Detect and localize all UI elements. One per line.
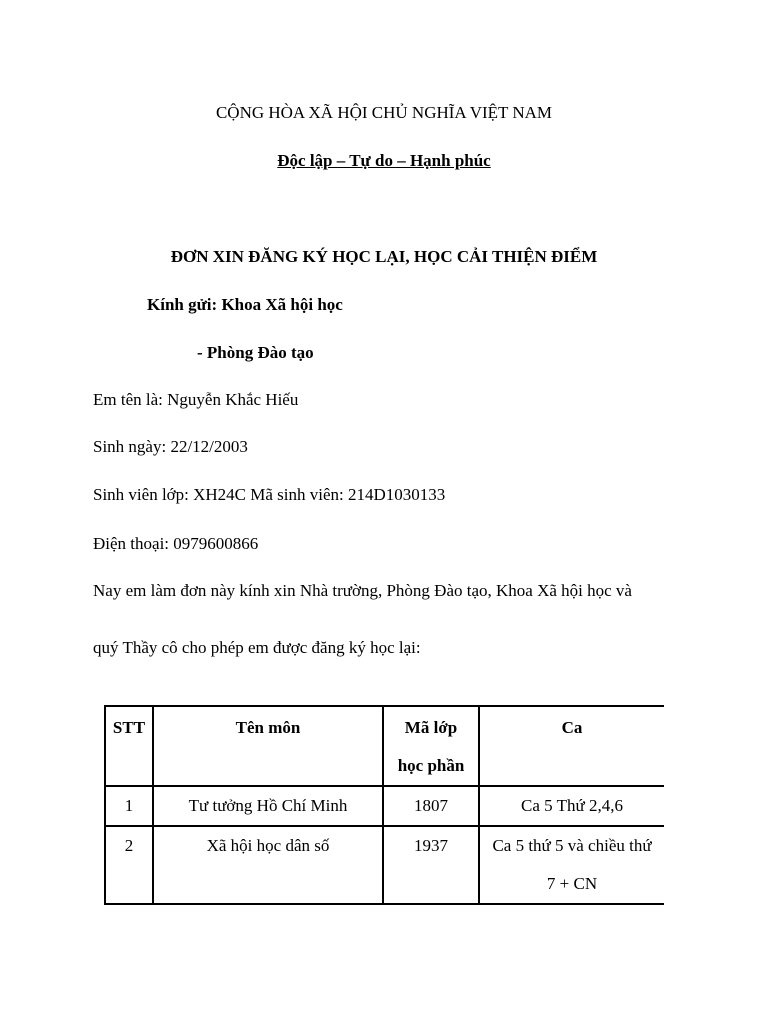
row-session-line-1: Ca 5 thứ 5 và chiều thứ (492, 836, 652, 855)
header-class-code-line-1: Mã lớp (404, 718, 458, 737)
course-table (104, 705, 664, 905)
request-line-2: quý Thầy cô cho phép em được đăng ký học lại: (93, 638, 421, 657)
row-session-line-2: 7 + CN (546, 874, 598, 893)
request-line-1: Nay em làm đơn này kính xin Nhà trường, Phòng Đào tạo, Khoa Xã hội học và (93, 581, 632, 600)
row-session (479, 786, 664, 826)
header-session: Ca (479, 706, 664, 786)
student-class: Sinh viên lớp: XH24C Mã sinh viên: 214D1030133 (93, 485, 446, 504)
student-dob: Sinh ngày: 22/12/2003 (93, 437, 248, 456)
row-class-code: 1807 (383, 786, 479, 826)
header-stt: STT (105, 706, 153, 786)
student-name: Em tên là: Nguyễn Khắc Hiếu (93, 390, 299, 409)
document-title: ĐƠN XIN ĐĂNG KÝ HỌC LẠI, HỌC CẢI THIỆN ĐIỂM (170, 247, 598, 266)
header-subject: Tên môn (153, 706, 383, 786)
recipient-line-1: Kính gửi: Khoa Xã hội học (147, 295, 343, 314)
table-row (105, 786, 664, 826)
row-stt: 1 (105, 786, 153, 826)
header-class-code (383, 706, 479, 786)
row-stt: 2 (105, 826, 153, 904)
table-header-row (105, 706, 664, 786)
row-class-code: 1937 (383, 826, 479, 904)
row-subject: Xã hội học dân số (153, 826, 383, 904)
recipient-line-2: - Phòng Đào tạo (197, 343, 314, 362)
header-class-code-line-2: học phần (397, 756, 465, 775)
student-phone: Điện thoại: 0979600866 (93, 534, 259, 553)
row-subject: Tư tưởng Hồ Chí Minh (153, 786, 383, 826)
motto-text: Độc lập – Tự do – Hạnh phúc (277, 151, 491, 170)
row-session-line-1: Ca 5 Thứ 2,4,6 (521, 796, 623, 815)
national-title: CỘNG HÒA XÃ HỘI CHỦ NGHĨA VIỆT NAM (215, 103, 553, 122)
table-row (105, 826, 664, 904)
row-session (479, 826, 664, 904)
motto (0, 151, 768, 171)
